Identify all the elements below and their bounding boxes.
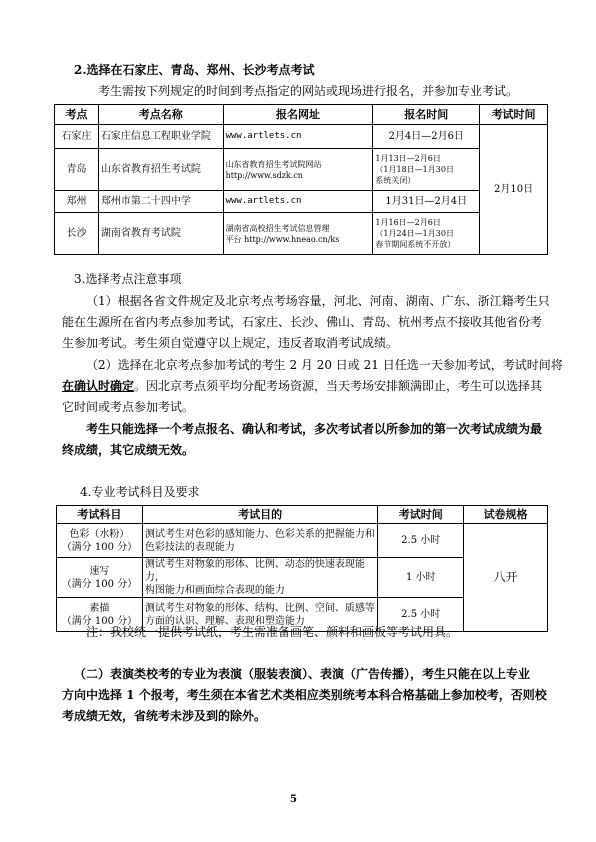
signup-time-note: （1月18日—1月30日 系统关闭） xyxy=(375,165,454,185)
subject-name: 素描 xyxy=(89,602,110,614)
signup-time-range: 1月16日—2月6日 xyxy=(375,218,441,227)
section3-p1-line2: 能在生源所在省内考点参加考试，石家庄、长沙、佛山、青岛、杭州考点不接收其他省份考 xyxy=(62,315,543,329)
site-name-cell: 郑州市第二十四中学 xyxy=(98,191,223,213)
header-cell: 报名时间 xyxy=(373,105,480,125)
duration-cell: 1 小时 xyxy=(378,558,464,598)
city-cell: 石家庄 xyxy=(55,125,99,149)
header-cell: 考试时间 xyxy=(480,105,548,125)
url-cell: www.artlets.cn xyxy=(223,191,373,213)
section3-p1-line3: 生参加考试。考生须自觉遵守以上规定，违反者取消考试成绩。 xyxy=(62,336,399,350)
header-cell: 考试时间 xyxy=(378,506,464,524)
url-cell: www.artlets.cn xyxy=(223,125,373,149)
purpose-cell: 测试考生对物象的形体、比例、动态的快速表现能力， 构图能力和画面综合表现的能力 xyxy=(142,558,377,598)
table-header-row xyxy=(57,506,548,524)
subject-name: 速写 xyxy=(89,565,110,577)
duration-cell: 2.5 小时 xyxy=(378,598,464,632)
section-b-line2: 方向中选择 1 个报考，考生须在本省艺术类相应类别统考本科合格基础上参加校考，否则校 xyxy=(62,688,547,702)
exam-site-table xyxy=(54,104,548,255)
table-row xyxy=(55,213,548,255)
page-number: 5 xyxy=(290,794,297,805)
section3-warning-line1: 考生只能选择一个考点报名、确认和考试，多次考试者以所参加的第一次考试成绩为最 xyxy=(86,422,543,436)
section3-p2-line3: 它时间或考点参加考试。 xyxy=(62,400,195,414)
subject-cell xyxy=(57,524,143,558)
duration-cell: 2.5 小时 xyxy=(378,524,464,558)
emphasis-text: 在确认时确定 xyxy=(62,379,135,393)
header-cell: 考试科目 xyxy=(57,506,143,524)
url-cell: 山东省教育招生考试院网站 http://www.sdzk.cn xyxy=(223,149,373,191)
city-cell: 青岛 xyxy=(55,149,99,191)
signup-time-cell xyxy=(373,213,480,255)
section-b-line3: 考成绩无效，省统考未涉及到的除外。 xyxy=(62,709,267,723)
section-b-line1: （二）表演类校考的专业为表演（服装表演）、表演（广告传播），考生只能在以上专业 xyxy=(74,667,531,681)
url-cell: 湖南省高校招生考试信息管理 平台 http://www.hneao.cn/ks xyxy=(223,213,373,255)
table-header-row xyxy=(55,105,548,125)
subject-cell xyxy=(57,558,143,598)
section3-p1-line1: （1）根据各省文件规定及北京考点考场容量，河北、河南、湖南、广东、浙江籍考生只 xyxy=(86,294,550,308)
purpose-cell: 测试考生对色彩的感知能力、色彩关系的把握能力和 色彩技法的表现能力 xyxy=(142,524,377,558)
subject-name: 色彩（水粉） xyxy=(69,528,130,540)
section2-intro: 考生需按下列规定的时间到考点指定的网站或现场进行报名，并参加专业考试。 xyxy=(98,84,519,98)
site-name-cell: 山东省教育招生考试院 xyxy=(98,149,223,191)
header-cell: 考试目的 xyxy=(142,506,377,524)
table-row xyxy=(55,125,548,149)
header-cell: 考点名称 xyxy=(98,105,223,125)
signup-time-cell: 1月31日—2月4日 xyxy=(373,191,480,213)
section2-title: 2.选择在石家庄、青岛、郑州、长沙考点考试 xyxy=(74,63,315,77)
subject-score: （满分 100 分） xyxy=(61,615,138,627)
table-row xyxy=(55,191,548,213)
signup-time-cell xyxy=(373,149,480,191)
header-cell: 试卷规格 xyxy=(464,506,548,524)
city-cell: 郑州 xyxy=(55,191,99,213)
section3-warning-line2: 终成绩，其它成绩无效。 xyxy=(62,443,195,457)
site-name-cell: 石家庄信息工程职业学院 xyxy=(98,125,223,149)
table-row xyxy=(57,524,548,558)
city-cell: 长沙 xyxy=(55,213,99,255)
purpose-cell: 测试考生对物象的形体、结构、比例、空间、质感等 方面的认识、理解、表现和塑造能力 xyxy=(142,598,377,632)
body-text: 。因北京考点须平均分配考场资源，当天考场安排额满即止，考生可以选择其 xyxy=(134,379,543,393)
section3-p2-line1: （2）选择在北京考点参加考试的考生 2 月 20 日或 21 日任选一天参加考试，考试时间将 xyxy=(86,358,563,372)
signup-time-range: 1月13日—2月6日 xyxy=(375,154,441,163)
section4-title: 4.专业考试科目及要求 xyxy=(80,485,200,499)
section4-note: 注：我校统一提供考试纸，考生需准备画笔、颜料和画板等考试用具。 xyxy=(86,625,459,639)
subject-score: （满分 100 分） xyxy=(61,578,138,590)
section3-p2-line2 xyxy=(62,378,542,395)
site-name-cell: 湖南省教育考试院 xyxy=(98,213,223,255)
signup-time-cell: 2月4日—2月6日 xyxy=(373,125,480,149)
table-row xyxy=(55,149,548,191)
signup-time-note: （1月24日—1月30日 春节期间系统不开放） xyxy=(375,229,456,249)
header-cell: 报名网址 xyxy=(223,105,373,125)
section3-title: 3.选择考点注意事项 xyxy=(74,272,182,286)
paper-size-cell: 八开 xyxy=(464,524,548,632)
subject-score: （满分 100 分） xyxy=(61,541,138,553)
exam-subject-table xyxy=(56,505,548,632)
header-cell: 考点 xyxy=(55,105,99,125)
exam-time-cell: 2月10日 xyxy=(480,125,548,255)
